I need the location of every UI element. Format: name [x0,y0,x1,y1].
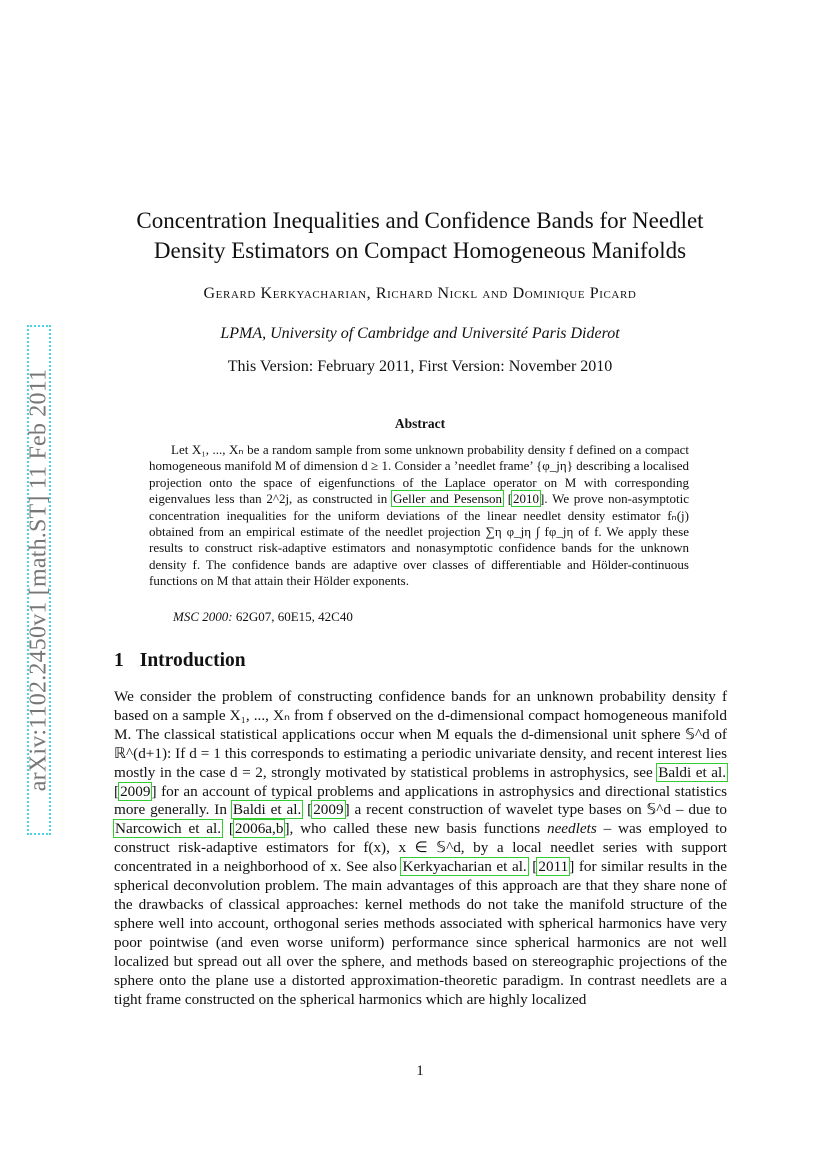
citation-baldi-second-year[interactable]: 2009 [313,801,344,819]
needlets-term: needlets [546,820,597,838]
abstract-paragraph: Let X₁, ..., Xₙ be a random sample from some unknown probability density f defined on a compact homogeneous manifold M of dimension d ≥ 1. Consider a ’needlet frame’ {φ_jη} describing a localised projection onto the space of eigenfunctions of the Laplace operator on M with corresponding eigenvalues less than 2^2j, as constructed in Geller and Pesenson [2010]. We prove non-asymptotic concentration inequalities for the uniform deviations of the linear needlet density estimator fₙ(j) obtained from an empirical estimate of the needlet projection ∑η φ_jη ∫ fφ_jη of f. We apply these results to construct risk-adaptive estimators and nonasymptotic confidence bands for the unknown density f. The confidence bands are adaptive over classes of differentiable and Hölder-continuous functions on M that attain their Hölder exponents. [149,442,689,589]
citation-geller-pesenson-year[interactable]: 2010 [513,491,540,507]
title-line-1: Concentration Inequalities and Confidence Bands for Needlet [136,208,704,233]
body-seg-4: , who called these new basis functions [289,820,547,838]
section-heading [114,650,246,672]
citation-geller-pesenson[interactable]: Geller and Pesenson [392,491,503,507]
title-line-2: Density Estimators on Compact Homogeneous Manifolds [153,238,687,263]
body-paragraph: We consider the problem of constructing confidence bands for an unknown probability density f based on a sample X₁, ..., Xₙ from f observed on the d-dimensional compact homogeneous manifold M. The classical statistical applications occur when M equals the d-dimensional unit sphere 𝕊^d of ℝ^(d+1): If d = 1 this corresponds to estimating a periodic univariate density, and recent interest lies mostly in the case d = 2, strongly motivated by statistical problems in astrophysics, see Baldi et al. [2009] for an account of typical problems and applications in astrophysics and directional statistics more generally. In Baldi et al. [2009] a recent construction of wavelet type bases on 𝕊^d – due to Narcowich et al. [2006a,b], who called these new basis functions needlets – was employed to construct risk-adaptive estimators for f(x), x ∈ 𝕊^d, by a local needlet series with support concentrated in a neighborhood of x. See also Kerkyacharian et al. [2011] for similar results in the spherical deconvolution problem. The main advantages of this approach are that they share none of the drawbacks of classical approaches: kernel methods do not take the manifold structure of the sphere well into account, orthogonal series methods associated with spherical harmonics have very poor pointwise (and even worse uniform) performance since spherical harmonics are not well localized but spread out all over the sphere, and methods based on stereographic projections of the sphere onto the plane use a distorted approximation-theoretic paradigm. In contrast needlets are a tight frame constructed on the spherical harmonics which are highly localized [114,688,728,1008]
abstract-text-part2: . We prove non-asymptotic concentration inequalities for the uniform deviations of the linear needlet density estimator fₙ(j) obtained from an empirical estimate of the needlet projection ∑η φ_jη ∫ fφ_jη of f. We apply these results to construct risk-adaptive estimators and nonasymptotic confidence bands for the unknown density f. The confidence bands are adaptive over classes of differentiable and Hölder-continuous functions on M that attain their Hölder exponents. [149,491,689,589]
version-info: This Version: February 2011, First Version: November 2010 [227,358,613,375]
citation-kerkyacharian-year[interactable]: 2011 [538,858,569,876]
introduction-body [114,688,727,1009]
abstract-text-part1: Let X₁, ..., Xₙ be a random sample from some unknown probability density f defined on a compact homogeneous manifold M of dimension d ≥ 1. Consider a ’needlet frame’ {φ_jη} describing a localised projection onto the space of eigenfunctions of the Laplace operator on M with corresponding eigenvalues less than 2^2j, as constructed in [149,442,689,507]
body-seg-3: a recent construction of wavelet type bases on 𝕊^d – due to [349,801,728,819]
section-number: 1 [114,650,124,671]
abstract-heading: Abstract [394,416,446,431]
citation-narcowich[interactable]: Narcowich et al. [115,820,222,838]
body-seg-6: for similar results in the spherical deconvolution problem. The main advantages of this approach are that they share none of the drawbacks of classical approaches: kernel methods do not take the manifold structure of the sphere well into account, orthogonal series methods associated with spherical harmonics have very poor pointwise (and even worse uniform) performance since spherical harmonics are not well localized but spread out all over the sphere, and methods based on stereographic projections of the sphere onto the plane use a distorted approximation-theoretic paradigm. In contrast needlets are a tight frame constructed on the spherical harmonics which are highly localized [114,858,728,1008]
arxiv-identifier: arXiv:1102.2450v1 [math.ST] 11 Feb 2011 [25,368,52,792]
abstract-body [149,442,689,590]
body-seg-1: We consider the problem of constructing confidence bands for an unknown probability density f based on a sample X₁, ..., Xₙ from f observed on the d-dimensional compact homogeneous manifold M. The classical statistical applications occur when M equals the d-dimensional unit sphere 𝕊^d of ℝ^(d+1): If d = 1 this corresponds to estimating a periodic univariate density, and recent interest lies mostly in the case d = 2, strongly motivated by statistical problems in astrophysics, see [114,688,727,781]
citation-narcowich-year[interactable]: 2006a,b [234,820,284,838]
citation-baldi[interactable]: Baldi et al. [658,763,726,781]
body-seg-2: for an account of typical problems and applications in astrophysics and directional statistics more generally. In [114,782,727,819]
msc-label: MSC 2000: [173,609,233,624]
page-number: 1 [416,1063,424,1079]
section-title: Introduction [139,650,246,671]
citation-baldi-year[interactable]: 2009 [120,782,151,800]
affiliation: LPMA, University of Cambridge and Université Paris Diderot [220,325,620,342]
author-list: Gerard Kerkyacharian, Richard Nickl and Dominique Picard [203,285,637,302]
msc-codes: 62G07, 60E15, 42C40 [235,609,353,624]
paper-title [110,206,730,266]
body-seg-5: – was employed to construct risk-adaptive estimators for f(x), x ∈ 𝕊^d, by a local needlet series with support concentrated in a neighborhood of x. See also [114,820,727,876]
citation-baldi-second[interactable]: Baldi et al. [232,801,302,819]
msc-classification [173,609,353,625]
citation-kerkyacharian[interactable]: Kerkyacharian et al. [402,858,527,876]
